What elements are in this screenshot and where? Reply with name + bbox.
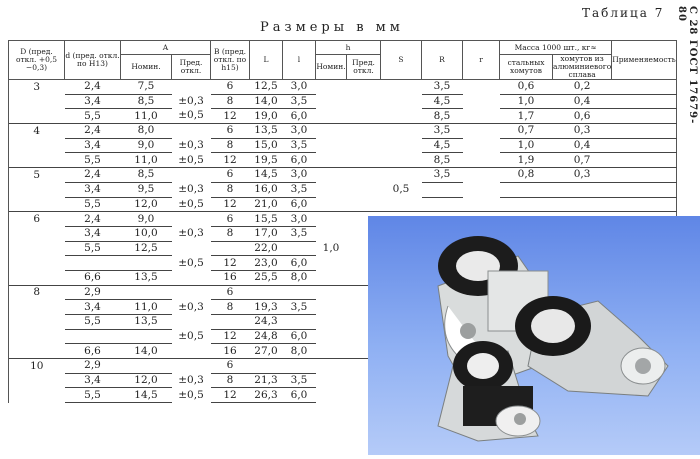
cell-d: 5,5	[65, 241, 121, 256]
header-h: h	[316, 41, 381, 55]
cell-m1: 1,7	[500, 109, 553, 124]
cell-S	[381, 109, 422, 124]
cell-r	[463, 153, 500, 168]
side-page-text: С 28 ГОСТ 17679-80	[676, 6, 698, 125]
cell-l: 6,0	[283, 153, 316, 168]
cell-R	[422, 197, 463, 212]
cell-A	[121, 256, 172, 271]
cell-A: 9,5	[121, 182, 172, 197]
cell-h2	[347, 182, 381, 197]
clamp-photo	[368, 216, 700, 455]
header-l: l	[283, 41, 316, 80]
cell-Adev: ±0,5	[178, 330, 204, 343]
cell-Adev: ±0,3	[178, 139, 204, 152]
cell-r	[463, 124, 500, 139]
cell-Adev: ±0,5	[178, 256, 204, 269]
cell-d: 5,5	[65, 388, 121, 403]
cell-r	[463, 109, 500, 124]
cell-A: 12,5	[121, 241, 172, 256]
cell-l: 3,5	[283, 373, 316, 388]
cell-R: 8,5	[422, 153, 463, 168]
cell-Adev: ±0,5	[178, 109, 204, 122]
cell-R: 3,5	[422, 124, 463, 139]
cell-S	[381, 197, 422, 212]
cell-D	[9, 226, 65, 241]
cell-h1	[316, 285, 347, 300]
cell-L: 19,0	[250, 109, 283, 124]
cell-Adev	[172, 80, 211, 95]
cell-B: 12	[211, 197, 250, 212]
cell-d: 2,4	[65, 80, 121, 95]
cell-L	[250, 359, 283, 374]
cell-l: 3,0	[283, 124, 316, 139]
cell-d: 3,4	[65, 226, 121, 241]
cell-r	[463, 94, 500, 109]
cell-B: 8	[211, 182, 250, 197]
cell-L: 21,3	[250, 373, 283, 388]
cell-A	[121, 359, 172, 374]
cell-m2: 0,6	[553, 109, 612, 124]
cell-m2	[553, 197, 612, 212]
cell-d: 6,6	[65, 270, 121, 285]
cell-m2: 0,3	[553, 124, 612, 139]
table-caption: Таблица 7	[582, 6, 665, 20]
cell-l: 6,0	[283, 197, 316, 212]
header-B: B (пред. откл. по h15)	[211, 41, 250, 80]
cell-B: 6	[211, 285, 250, 300]
cell-L: 14,5	[250, 168, 283, 183]
cell-r	[463, 80, 500, 95]
cell-D	[9, 256, 65, 271]
cell-Adev: ±0,5	[178, 197, 204, 210]
cell-l: 3,5	[283, 94, 316, 109]
table-row	[9, 153, 677, 168]
cell-R: 4,5	[422, 138, 463, 153]
cell-D	[9, 388, 65, 403]
header-d: d (пред. откл. по Н13)	[65, 41, 121, 80]
cell-B: 12	[211, 109, 250, 124]
cell-l: 8,0	[283, 270, 316, 285]
header-mass: Масса 1000 шт., кг≈	[500, 41, 612, 55]
cell-B: 12	[211, 153, 250, 168]
cell-B: 8	[211, 300, 250, 315]
header-A-dev: Пред. откл.	[172, 55, 211, 80]
cell-l: 6,0	[283, 388, 316, 403]
cell-B: 8	[211, 94, 250, 109]
cell-R: 3,5	[422, 168, 463, 183]
cell-h1	[316, 256, 347, 271]
cell-m2	[553, 182, 612, 197]
cell-m1: 0,8	[500, 168, 553, 183]
cell-A: 11,0	[121, 153, 172, 168]
header-h-nom: Номин.	[316, 55, 347, 80]
cell-h1	[316, 329, 347, 344]
cell-l	[283, 315, 316, 330]
cell-h1	[316, 359, 347, 374]
cell-Adev: ±0,5	[178, 388, 204, 401]
cell-D	[9, 197, 65, 212]
cell-D: 6	[9, 212, 65, 227]
cell-B: 6	[211, 124, 250, 139]
cell-m1	[500, 197, 553, 212]
cell-A: 11,0	[121, 300, 172, 315]
cell-R: 3,5	[422, 80, 463, 95]
cell-B: 8	[211, 226, 250, 241]
cell-h1	[316, 124, 347, 139]
cell-d: 3,4	[65, 373, 121, 388]
cell-L: 14,0	[250, 94, 283, 109]
cell-B: 6	[211, 168, 250, 183]
cell-m2: 0,2	[553, 80, 612, 95]
cell-d	[65, 256, 121, 271]
cell-h1	[316, 388, 347, 403]
cell-D	[9, 182, 65, 197]
cell-U	[612, 94, 677, 109]
cell-d: 6,6	[65, 344, 121, 359]
cell-L: 26,3	[250, 388, 283, 403]
cell-A	[121, 329, 172, 344]
cell-L: 24,8	[250, 329, 283, 344]
cell-U	[612, 124, 677, 139]
cell-D: 4	[9, 124, 65, 139]
table-row	[9, 124, 677, 139]
cell-L: 16,0	[250, 182, 283, 197]
cell-D: 5	[9, 168, 65, 183]
cell-h2	[347, 153, 381, 168]
cell-h1	[316, 373, 347, 388]
cell-A: 7,5	[121, 80, 172, 95]
table-row	[9, 94, 677, 109]
cell-l	[283, 285, 316, 300]
cell-L: 21,0	[250, 197, 283, 212]
cell-U	[612, 138, 677, 153]
cell-d: 5,5	[65, 197, 121, 212]
cell-h1	[316, 168, 347, 183]
cell-Adev	[172, 212, 211, 227]
cell-r	[463, 197, 500, 212]
cell-D	[9, 373, 65, 388]
cell-B	[211, 315, 250, 330]
cell-U	[612, 153, 677, 168]
cell-A: 14,0	[121, 344, 172, 359]
cell-L: 15,0	[250, 138, 283, 153]
cell-B: 6	[211, 359, 250, 374]
cell-U	[612, 197, 677, 212]
cell-h2	[347, 109, 381, 124]
cell-l: 3,5	[283, 226, 316, 241]
cell-D	[9, 153, 65, 168]
cell-h1	[316, 182, 347, 197]
cell-r	[463, 182, 500, 197]
cell-d: 2,4	[65, 168, 121, 183]
cell-D	[9, 344, 65, 359]
cell-Adev: ±0,3	[178, 374, 204, 387]
cell-m1: 1,0	[500, 94, 553, 109]
cell-h1	[316, 109, 347, 124]
cell-A: 8,0	[121, 124, 172, 139]
cell-S	[381, 138, 422, 153]
cell-d	[65, 329, 121, 344]
cell-B: 16	[211, 344, 250, 359]
cell-D	[9, 109, 65, 124]
cell-A: 10,0	[121, 226, 172, 241]
cell-h1	[316, 80, 347, 95]
header-A-nom: Номин.	[121, 55, 172, 80]
table-title: Размеры в мм	[260, 20, 404, 35]
cell-L: 12,5	[250, 80, 283, 95]
cell-B: 6	[211, 80, 250, 95]
cell-B: 12	[211, 329, 250, 344]
header-mass-al: хомутов из алюминиевого сплава	[553, 54, 612, 79]
cell-Adev	[172, 344, 211, 359]
cell-Adev	[172, 124, 211, 139]
cell-d: 3,4	[65, 182, 121, 197]
cell-Adev	[172, 241, 211, 256]
cell-h1	[316, 197, 347, 212]
cell-d: 3,4	[65, 138, 121, 153]
cell-D: 10	[9, 359, 65, 374]
cell-A: 8,5	[121, 94, 172, 109]
cell-S	[381, 124, 422, 139]
cell-h1	[316, 153, 347, 168]
cell-l	[283, 359, 316, 374]
cell-Adev	[172, 315, 211, 330]
cell-A: 13,5	[121, 270, 172, 285]
cell-D	[9, 329, 65, 344]
cell-l: 3,0	[283, 212, 316, 227]
cell-B: 16	[211, 270, 250, 285]
cell-m2: 0,4	[553, 138, 612, 153]
cell-h2	[347, 138, 381, 153]
cell-S	[381, 168, 422, 183]
cell-l	[283, 241, 316, 256]
header-A: A	[121, 41, 211, 55]
cell-Adev: ±0,3	[178, 300, 204, 313]
cell-m1: 1,9	[500, 153, 553, 168]
table-row	[9, 168, 677, 183]
cell-R: 4,5	[422, 94, 463, 109]
cell-L: 15,5	[250, 212, 283, 227]
cell-U	[612, 182, 677, 197]
cell-A: 14,5	[121, 388, 172, 403]
cell-U	[612, 168, 677, 183]
cell-l: 3,0	[283, 168, 316, 183]
cell-d: 5,5	[65, 109, 121, 124]
cell-U	[612, 80, 677, 95]
cell-r	[463, 138, 500, 153]
cell-L: 19,5	[250, 153, 283, 168]
cell-l: 6,0	[283, 109, 316, 124]
cell-U	[612, 109, 677, 124]
cell-d: 2,4	[65, 124, 121, 139]
cell-L: 22,0	[250, 241, 283, 256]
cell-Adev: ±0,5	[178, 153, 204, 166]
header-use: Применяемость	[612, 41, 677, 80]
cell-h2	[347, 124, 381, 139]
cell-Adev	[172, 168, 211, 183]
cell-D	[9, 138, 65, 153]
cell-B: 8	[211, 138, 250, 153]
cell-d: 3,4	[65, 300, 121, 315]
cell-A: 9,0	[121, 212, 172, 227]
cell-l: 3,5	[283, 138, 316, 153]
table-row	[9, 80, 677, 95]
cell-r	[463, 168, 500, 183]
cell-S	[381, 94, 422, 109]
cell-L: 24,3	[250, 315, 283, 330]
cell-m1: 0,6	[500, 80, 553, 95]
header-S: S	[381, 41, 422, 80]
cell-L	[250, 285, 283, 300]
cell-h1	[316, 226, 347, 241]
cell-m1	[500, 182, 553, 197]
cell-h1	[316, 212, 347, 227]
cell-h2	[347, 168, 381, 183]
cell-h2	[347, 197, 381, 212]
cell-D	[9, 241, 65, 256]
cell-D: 3	[9, 80, 65, 95]
cell-A: 13,5	[121, 315, 172, 330]
cell-d: 5,5	[65, 315, 121, 330]
table-row	[9, 197, 677, 212]
cell-D	[9, 300, 65, 315]
cell-A: 11,0	[121, 109, 172, 124]
cell-h1	[316, 138, 347, 153]
cell-h2	[347, 94, 381, 109]
cell-l: 6,0	[283, 329, 316, 344]
table-row	[9, 138, 677, 153]
cell-l: 3,0	[283, 80, 316, 95]
cell-h2	[347, 80, 381, 95]
cell-S-merged: 0,5	[392, 183, 410, 196]
table-row	[9, 182, 677, 197]
cell-A	[121, 285, 172, 300]
cell-l: 8,0	[283, 344, 316, 359]
cell-Adev	[172, 270, 211, 285]
cell-Adev	[172, 359, 211, 374]
cell-h1	[316, 300, 347, 315]
cell-D	[9, 94, 65, 109]
cell-h1	[316, 315, 347, 330]
cell-h1	[316, 270, 347, 285]
header-r: r	[463, 41, 500, 80]
cell-Adev: ±0,3	[178, 227, 204, 240]
cell-S	[381, 153, 422, 168]
cell-d: 5,5	[65, 153, 121, 168]
cell-m2: 0,3	[553, 168, 612, 183]
cell-L: 17,0	[250, 226, 283, 241]
cell-B: 8	[211, 373, 250, 388]
cell-Adev: ±0,3	[178, 183, 204, 196]
cell-h1	[316, 344, 347, 359]
cell-L: 19,3	[250, 300, 283, 315]
cell-L: 13,5	[250, 124, 283, 139]
cell-L: 23,0	[250, 256, 283, 271]
cell-Adev: ±0,3	[178, 95, 204, 108]
cell-L: 25,5	[250, 270, 283, 285]
cell-B	[211, 241, 250, 256]
cell-A: 12,0	[121, 373, 172, 388]
cell-l: 3,5	[283, 182, 316, 197]
cell-R: 8,5	[422, 109, 463, 124]
cell-D: 8	[9, 285, 65, 300]
cell-B: 12	[211, 256, 250, 271]
cell-d: 2,9	[65, 285, 121, 300]
header-h-dev: Пред. откл.	[347, 55, 381, 80]
cell-m2: 0,7	[553, 153, 612, 168]
header-mass-steel: стальных хомутов	[500, 55, 553, 80]
cell-d: 2,4	[65, 212, 121, 227]
cell-D	[9, 270, 65, 285]
cell-R	[422, 182, 463, 197]
cell-l: 6,0	[283, 256, 316, 271]
cell-m1: 1,0	[500, 138, 553, 153]
cell-D	[9, 315, 65, 330]
cell-S	[381, 80, 422, 95]
cell-B: 6	[211, 212, 250, 227]
cell-l: 3,5	[283, 300, 316, 315]
cell-Adev	[172, 285, 211, 300]
cell-A: 8,5	[121, 168, 172, 183]
cell-A: 12,0	[121, 197, 172, 212]
table-row	[9, 109, 677, 124]
cell-d: 3,4	[65, 94, 121, 109]
cell-d: 2,9	[65, 359, 121, 374]
cell-B: 12	[211, 388, 250, 403]
cell-L: 27,0	[250, 344, 283, 359]
header-D: D (пред. откл. +0,5 −0,3)	[9, 41, 65, 80]
header-L: L	[250, 41, 283, 80]
clamp-render-icon	[368, 216, 700, 455]
header-R: R	[422, 41, 463, 80]
cell-h-merged: 1,0	[322, 241, 340, 254]
cell-h1	[316, 94, 347, 109]
cell-m2: 0,4	[553, 94, 612, 109]
cell-m1: 0,7	[500, 124, 553, 139]
cell-A: 9,0	[121, 138, 172, 153]
